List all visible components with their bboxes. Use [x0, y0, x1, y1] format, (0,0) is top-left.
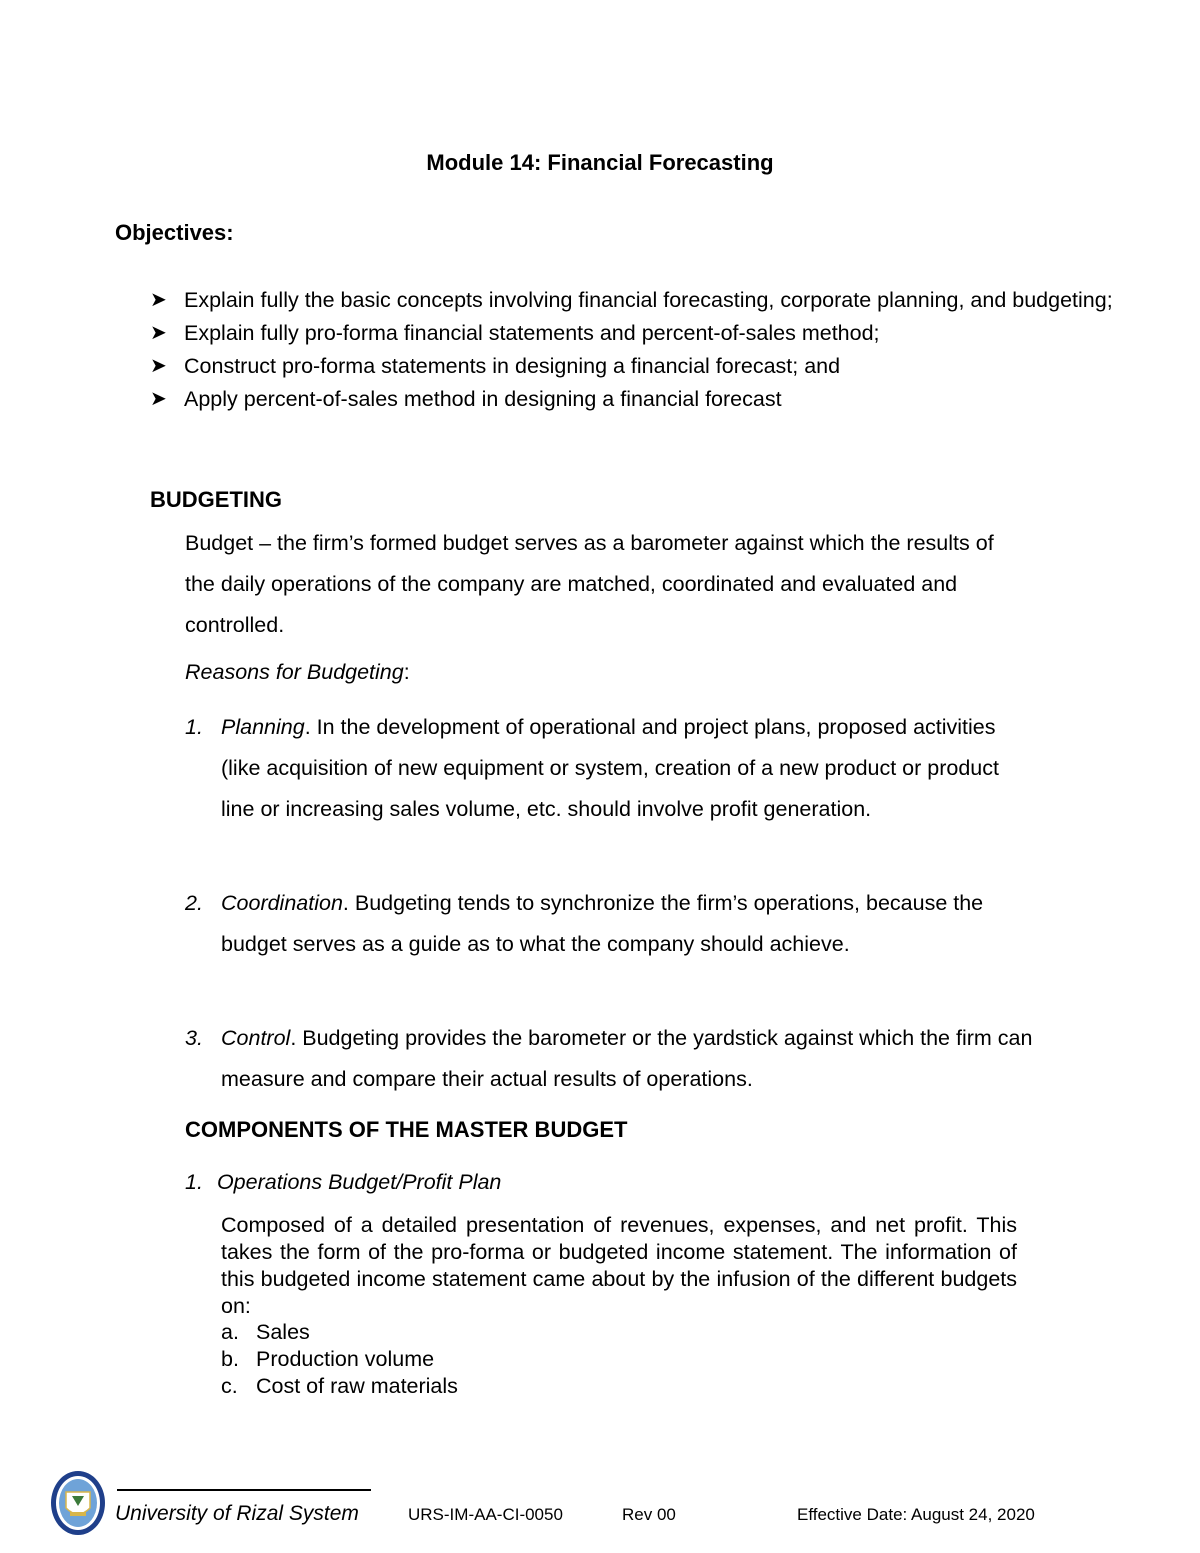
list-item: a. Sales	[221, 1320, 310, 1344]
footer-document-code: URS-IM-AA-CI-0050	[408, 1505, 563, 1524]
arrow-bullet-icon: ➤	[150, 355, 167, 377]
objectives-list	[150, 288, 1140, 420]
reason-item-control	[185, 1018, 1035, 1100]
reasons-heading: Reasons for Budgeting:	[185, 660, 410, 684]
budgeting-heading: BUDGETING	[150, 487, 282, 512]
footer-university: University of Rizal System	[115, 1502, 359, 1525]
component-item	[185, 1170, 501, 1195]
reason-number: 3.	[185, 1026, 203, 1050]
objective-item: ➤ Explain fully pro-forma financial statements and percent-of-sales method;	[150, 321, 880, 345]
document-title: Module 14: Financial Forecasting	[426, 150, 774, 175]
component-number: 1.	[185, 1170, 203, 1194]
footer-divider	[117, 1489, 371, 1491]
objective-item: ➤ Apply percent-of-sales method in designing a financial forecast	[150, 387, 782, 411]
reason-number: 1.	[185, 715, 203, 739]
reason-item-planning	[185, 707, 1035, 830]
objective-item: ➤ Construct pro-forma statements in designing a financial forecast; and	[150, 354, 841, 378]
reason-text: . Budgeting provides the barometer or the yardstick against which the firm can measure and compare their actual results of operations.	[221, 1026, 1033, 1091]
budget-definition: Budget – the firm’s formed budget serves as a barometer against which the results of the daily operations of the company are matched, coordinated and evaluated and controlled.	[185, 531, 994, 637]
components-heading: COMPONENTS OF THE MASTER BUDGET	[185, 1117, 628, 1142]
component-description: Composed of a detailed presentation of revenues, expenses, and net profit. This takes the form of the pro-forma or budgeted income statement. The information of this budgeted income statement came about by the infusion of the different budgets on:	[221, 1213, 1017, 1318]
reason-number: 2.	[185, 891, 203, 915]
list-item: b. Production volume	[221, 1347, 435, 1371]
footer-effective-date: Effective Date: August 24, 2020	[797, 1505, 1035, 1524]
reason-lead: Planning	[221, 715, 305, 739]
reason-item-coordination	[185, 883, 1035, 965]
reason-text: . Budgeting tends to synchronize the firm’s operations, because the budget serves as a guide as to what the company should achieve.	[221, 891, 984, 956]
objective-item: ➤ Explain fully the basic concepts involving financial forecasting, corporate planning, and budgeting;	[150, 288, 1113, 312]
arrow-bullet-icon: ➤	[150, 388, 167, 410]
objectives-heading: Objectives:	[115, 220, 234, 245]
budget-sub-list	[221, 1319, 458, 1400]
reason-lead: Coordination	[221, 891, 343, 915]
arrow-bullet-icon: ➤	[150, 289, 167, 311]
reason-text: . In the development of operational and project plans, proposed activities (like acquisition of new equipment or system, creation of a new product or product line or increasing sales volume, etc. should involve profit generation.	[221, 715, 999, 821]
component-label: Operations Budget/Profit Plan	[216, 1170, 502, 1194]
arrow-bullet-icon: ➤	[150, 322, 167, 344]
list-item: c. Cost of raw materials	[221, 1374, 458, 1398]
reason-lead: Control	[221, 1026, 291, 1050]
university-seal-icon	[50, 1470, 106, 1536]
footer-revision: Rev 00	[622, 1505, 676, 1524]
